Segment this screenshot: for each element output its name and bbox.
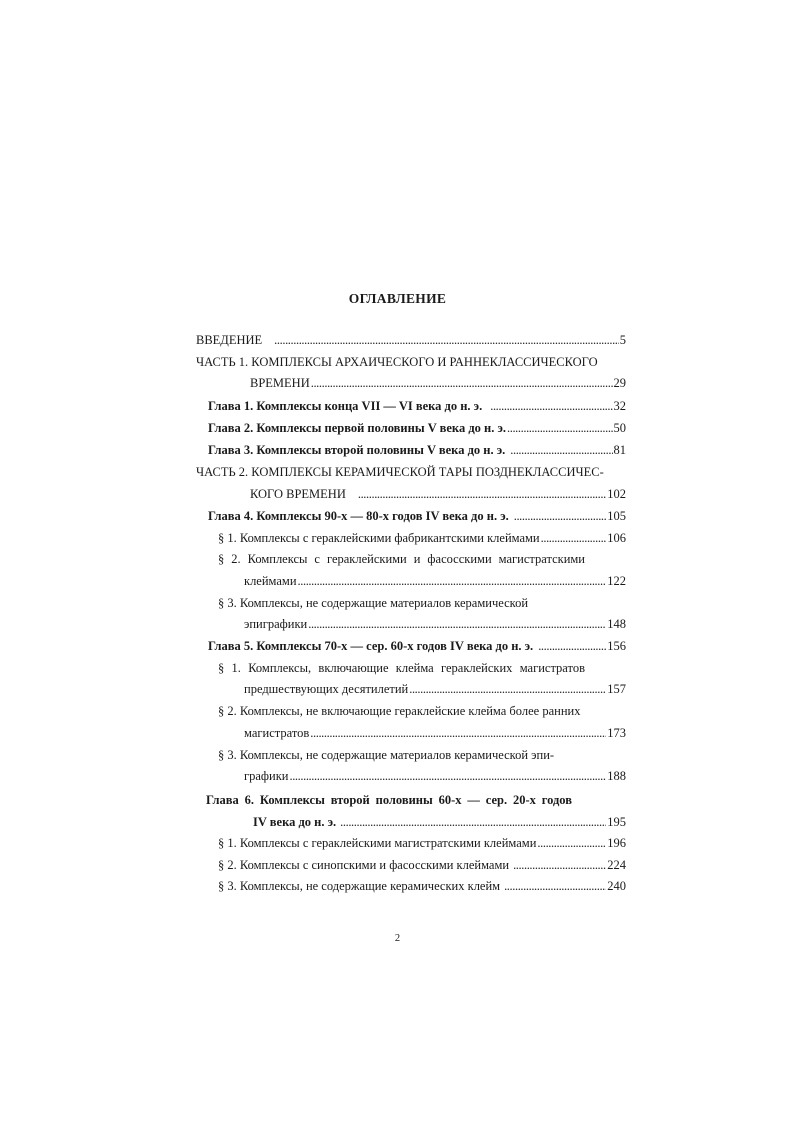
toc-page-number: 102 (607, 487, 626, 501)
toc-page-number: 81 (613, 443, 626, 457)
toc-entry-text: Глава 5. Комплексы 70-х — сер. 60-х годов IV века до н. э. (208, 639, 534, 653)
toc-entry-ch5-section-1-line1[interactable]: § 1. Комплексы, включающие клейма гераклейских магистратов (218, 661, 585, 675)
toc-entry-text: Глава 4. Комплексы 90-х — 80-х годов IV века до н. э. (208, 509, 509, 523)
toc-entry-ch5-section-1[interactable] (244, 682, 626, 697)
leader-dots (507, 421, 613, 436)
toc-entry-ch4-section-1[interactable] (218, 531, 626, 546)
toc-entry-text: эпиграфики (244, 617, 308, 631)
toc-entry-text: ВВЕДЕНИЕ (196, 333, 263, 347)
toc-entry-chapter-6-line1[interactable]: Глава 6. Комплексы второй половины 60-х — сер. 20-х годов (206, 793, 572, 807)
toc-entry-text: графики (244, 769, 289, 783)
leader-dots (504, 879, 606, 894)
toc-page-number: 5 (619, 333, 626, 347)
toc-entry-chapter-2[interactable] (208, 421, 626, 436)
toc-entry-text: КОГО ВРЕМЕНИ (250, 487, 346, 501)
toc-page-number: 195 (607, 815, 626, 829)
leader-dots (409, 682, 606, 697)
leader-dots (538, 639, 606, 654)
toc-entry-part1-line1[interactable]: ЧАСТЬ 1. КОМПЛЕКСЫ АРХАИЧЕСКОГО И РАННЕКЛАССИЧЕСКОГО (196, 355, 598, 369)
toc-entry-text: IV века до н. э. (253, 815, 337, 829)
leader-dots (358, 487, 606, 502)
toc-entry-ch4-section-2[interactable] (244, 574, 626, 589)
leader-dots (510, 443, 612, 458)
page-title: ОГЛАВЛЕНИЕ (348, 291, 447, 306)
toc-entry-part2-line1[interactable]: ЧАСТЬ 2. КОМПЛЕКСЫ КЕРАМИЧЕСКОЙ ТАРЫ ПОЗДНЕКЛАССИЧЕС- (196, 465, 604, 479)
toc-entry-ch6-section-3[interactable] (218, 879, 626, 894)
leader-dots (537, 836, 606, 851)
leader-dots (308, 617, 606, 632)
toc-entry-text: Глава 2. Комплексы первой половины V века до н. э. (208, 421, 506, 435)
toc-entry-text: предшествующих десятилетий (244, 682, 409, 696)
leader-dots (274, 333, 619, 348)
toc-entry-intro[interactable] (196, 333, 626, 348)
toc-entry-chapter-4[interactable] (208, 509, 626, 524)
leader-dots (340, 815, 606, 830)
toc-entry-text: Глава 3. Комплексы второй половины V века до н. э. (208, 443, 506, 457)
toc-entry-ch4-section-2-line1[interactable]: § 2. Комплексы с гераклейскими и фасосскими магистратскими (218, 552, 585, 566)
toc-entry-ch4-section-3-line1[interactable]: § 3. Комплексы, не содержащие материалов керамической (218, 596, 529, 610)
leader-dots (541, 531, 607, 546)
toc-entry-part2[interactable] (250, 487, 626, 502)
toc-entry-text: клеймами (244, 574, 297, 588)
toc-entry-part1[interactable] (250, 376, 626, 391)
toc-entry-text: § 3. Комплексы, не содержащие керамических клейм (218, 879, 501, 893)
toc-page-number: 188 (607, 769, 626, 783)
toc-page-number: 105 (607, 509, 626, 523)
toc-page-number: 29 (613, 376, 626, 390)
toc-entry-chapter-6[interactable] (253, 815, 626, 830)
leader-dots (311, 376, 613, 391)
toc-entry-ch5-section-3[interactable] (244, 769, 626, 784)
leader-dots (298, 574, 607, 589)
toc-entry-ch5-section-3-line1[interactable]: § 3. Комплексы, не содержащие материалов керамической эпи- (218, 748, 555, 762)
leader-dots (310, 726, 606, 741)
leader-dots (289, 769, 606, 784)
toc-entry-text: ВРЕМЕНИ (250, 376, 310, 390)
toc-page-number: 106 (607, 531, 626, 545)
toc-entry-ch5-section-2-line1[interactable]: § 2. Комплексы, не включающие гераклейские клейма более ранних (218, 704, 581, 718)
toc-page-number: 148 (607, 617, 626, 631)
toc-entry-text: § 1. Комплексы с гераклейскими магистратскими клеймами (218, 836, 537, 850)
toc-entry-ch6-section-2[interactable] (218, 858, 626, 873)
toc-entry-chapter-3[interactable] (208, 443, 626, 458)
toc-page-number: 173 (607, 726, 626, 740)
toc-entry-chapter-1[interactable] (208, 399, 626, 414)
toc-entry-text: § 2. Комплексы с синопскими и фасосскими клеймами (218, 858, 510, 872)
toc-page-number: 196 (607, 836, 626, 850)
page-number: 2 (394, 933, 401, 944)
toc-entry-chapter-5[interactable] (208, 639, 626, 654)
toc-entry-text: § 1. Комплексы с гераклейскими фабрикантскими клеймами (218, 531, 540, 545)
toc-page-number: 50 (613, 421, 626, 435)
toc-page-number: 32 (613, 399, 626, 413)
toc-entry-ch5-section-2[interactable] (244, 726, 626, 741)
toc-page-number: 240 (607, 879, 626, 893)
leader-dots (514, 509, 607, 524)
toc-page-number: 156 (607, 639, 626, 653)
toc-entry-ch4-section-3[interactable] (244, 617, 626, 632)
toc-entry-ch6-section-1[interactable] (218, 836, 626, 851)
toc-page-number: 224 (607, 858, 626, 872)
leader-dots (513, 858, 606, 873)
leader-dots (490, 399, 612, 414)
toc-entry-text: Глава 1. Комплексы конца VII — VI века до н. э. (208, 399, 483, 413)
toc-page-number: 157 (607, 682, 626, 696)
toc-entry-text: магистратов (244, 726, 310, 740)
toc-page-number: 122 (607, 574, 626, 588)
